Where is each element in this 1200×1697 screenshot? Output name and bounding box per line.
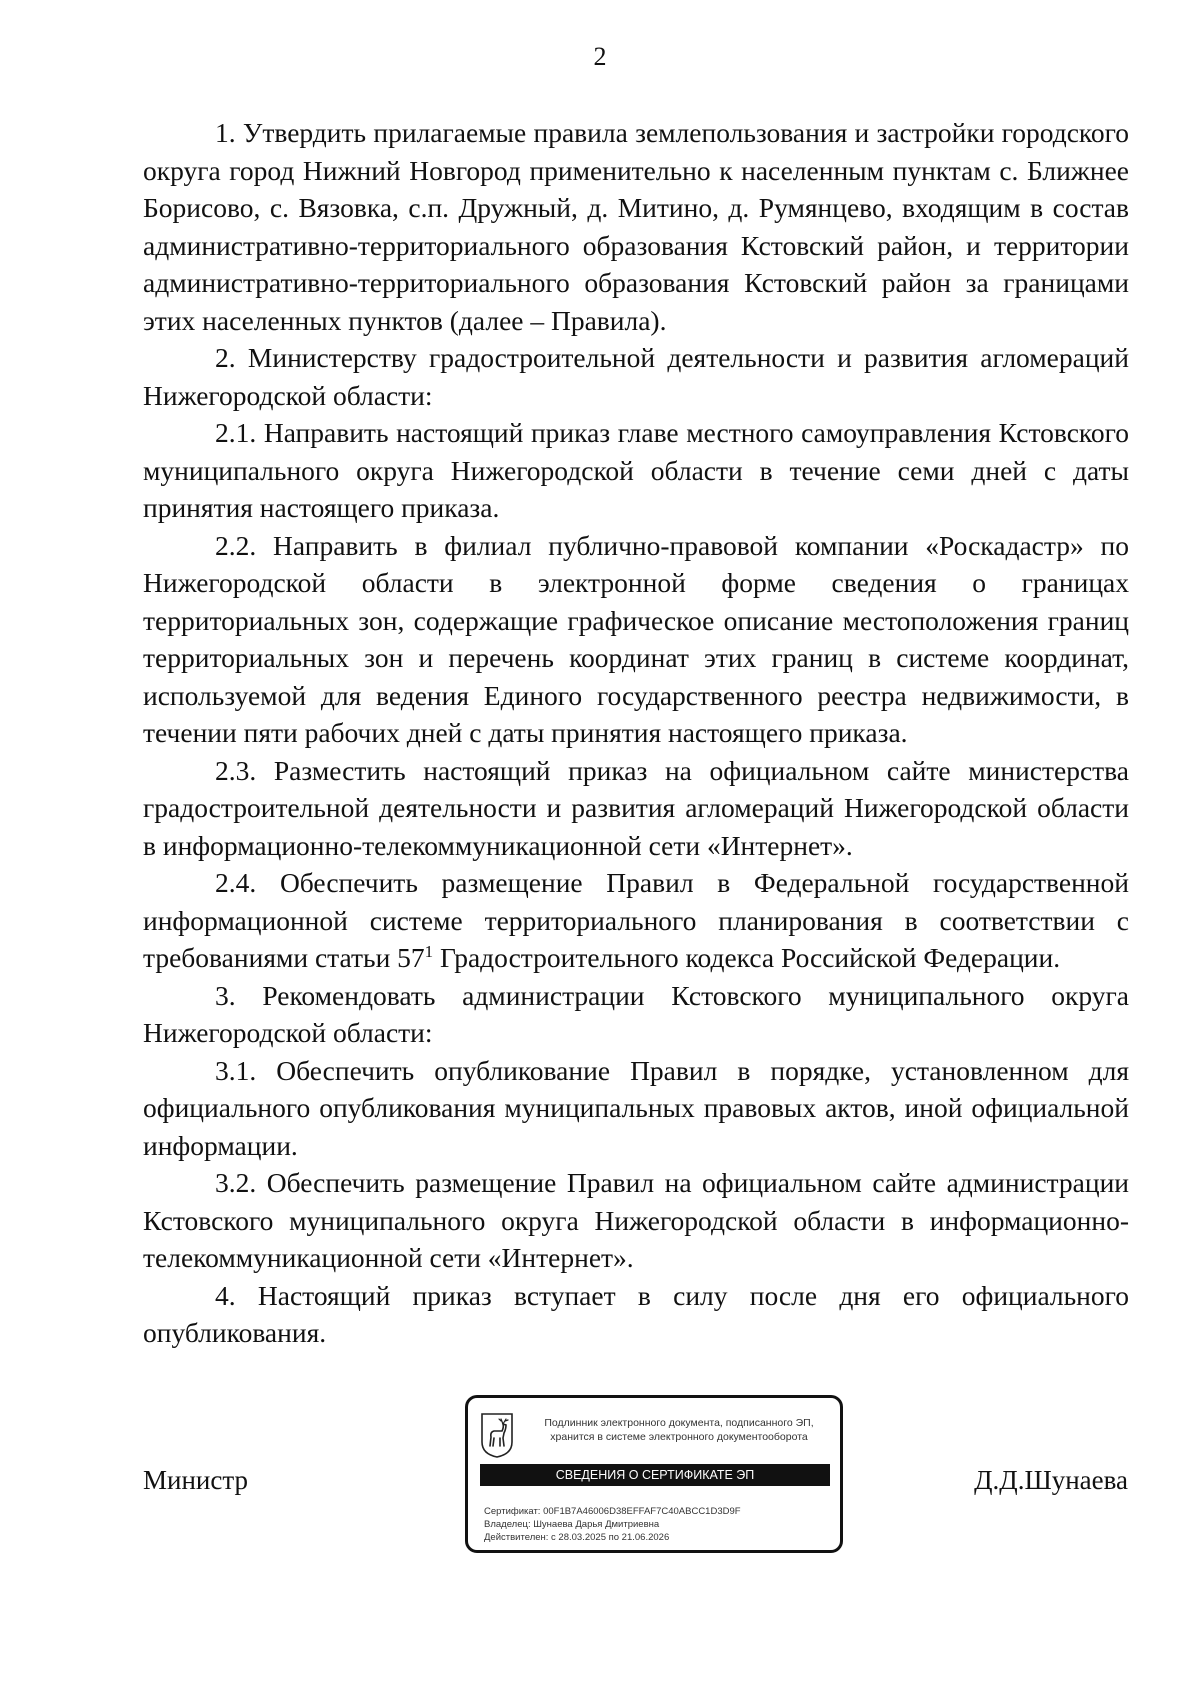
paragraph-3: 3. Рекомендовать администрации Кстовского муниципального округа Нижегородской области:: [143, 979, 1129, 1048]
certificate-owner: Владелец: Шунаева Дарья Дмитриевна: [484, 1519, 660, 1530]
paragraph-2: 2. Министерству градостроительной деятельности и развития агломераций Нижегородской области:: [143, 342, 1129, 411]
document-body: [143, 114, 1129, 1352]
paragraph-2-4: [143, 864, 1129, 977]
certificate-details: [484, 1505, 741, 1544]
paragraph-3-2: 3.2. Обеспечить размещение Правил на официальном сайте администрации Кстовского муниципального округа Нижегородской области в информационно-телекоммуникационной сети «Интернет».: [143, 1167, 1129, 1273]
page-number: 2: [593, 42, 607, 71]
paragraph-2-1: 2.1. Направить настоящий приказ главе местного самоуправления Кстовского муниципального округа Нижегородской области в течение семи дней с даты принятия настоящего приказа.: [143, 417, 1129, 523]
certificate-validity: Действителен: с 28.03.2025 по 21.06.2026: [484, 1532, 670, 1543]
paragraph-3-1: 3.1. Обеспечить опубликование Правил в порядке, установленном для официального опубликования муниципальных правовых актов, иной официальной информации.: [143, 1054, 1129, 1161]
certificate-serial: Сертификат: 00F1B7A46006D38EFFAF7C40ABCC1D3D9F: [484, 1506, 741, 1517]
signatory-position: Министр: [143, 1465, 248, 1495]
electronic-signature-stamp: [465, 1395, 843, 1553]
paragraph-4: 4. Настоящий приказ вступает в силу после дня его официального опубликования.: [143, 1279, 1129, 1348]
stamp-header-line-2: хранится в системе электронного документооборота: [550, 1431, 808, 1443]
stamp-header: [526, 1416, 832, 1444]
paragraph-1: 1. Утвердить прилагаемые правила землепользования и застройки городского округа город Нижний Новгород применительно к населенным пунктам с. Ближнее Борисово, с. Вязовка, с.п. Дружный, д. Митино, д. Румянцево, входящим в состав административно-территориального образования Кстовский район, и территории административно-территориального образования Кстовский район за границами этих населенных пунктов (далее – Правила).: [143, 117, 1129, 336]
stamp-header-line-1: Подлинник электронного документа, подписанного ЭП,: [544, 1417, 814, 1429]
signatory-name: Д.Д.Шунаева: [974, 1465, 1128, 1495]
deer-coat-of-arms-icon: [480, 1412, 514, 1458]
article-superscript: 1: [424, 941, 434, 961]
paragraph-2-4-text: 2.4. Обеспечить размещение Правил в Федеральной государственной информационной системе территориального планирования в соответствии с требованиями статьи 57: [143, 867, 1129, 973]
paragraph-2-3: 2.3. Разместить настоящий приказ на официальном сайте министерства градостроительной деятельности и развития агломераций Нижегородской области в информационно-телекоммуникационной сети «Интернет».: [143, 754, 1129, 861]
paragraph-2-2: 2.2. Направить в филиал публично-правовой компании «Роскадастр» по Нижегородской области в электронной форме сведения о границах территориальных зон, содержащие графическое описание местоположения границ территориальных зон и перечень координат этих границ в системе координат, используемой для ведения Единого государственного реестра недвижимости, в течении пяти рабочих дней с даты принятия настоящего приказа.: [143, 529, 1129, 748]
certificate-info-bar: СВЕДЕНИЯ О СЕРТИФИКАТЕ ЭП: [480, 1464, 830, 1486]
paragraph-2-4-text-end: Градостроительного кодекса Российской Федерации.: [433, 942, 1061, 973]
